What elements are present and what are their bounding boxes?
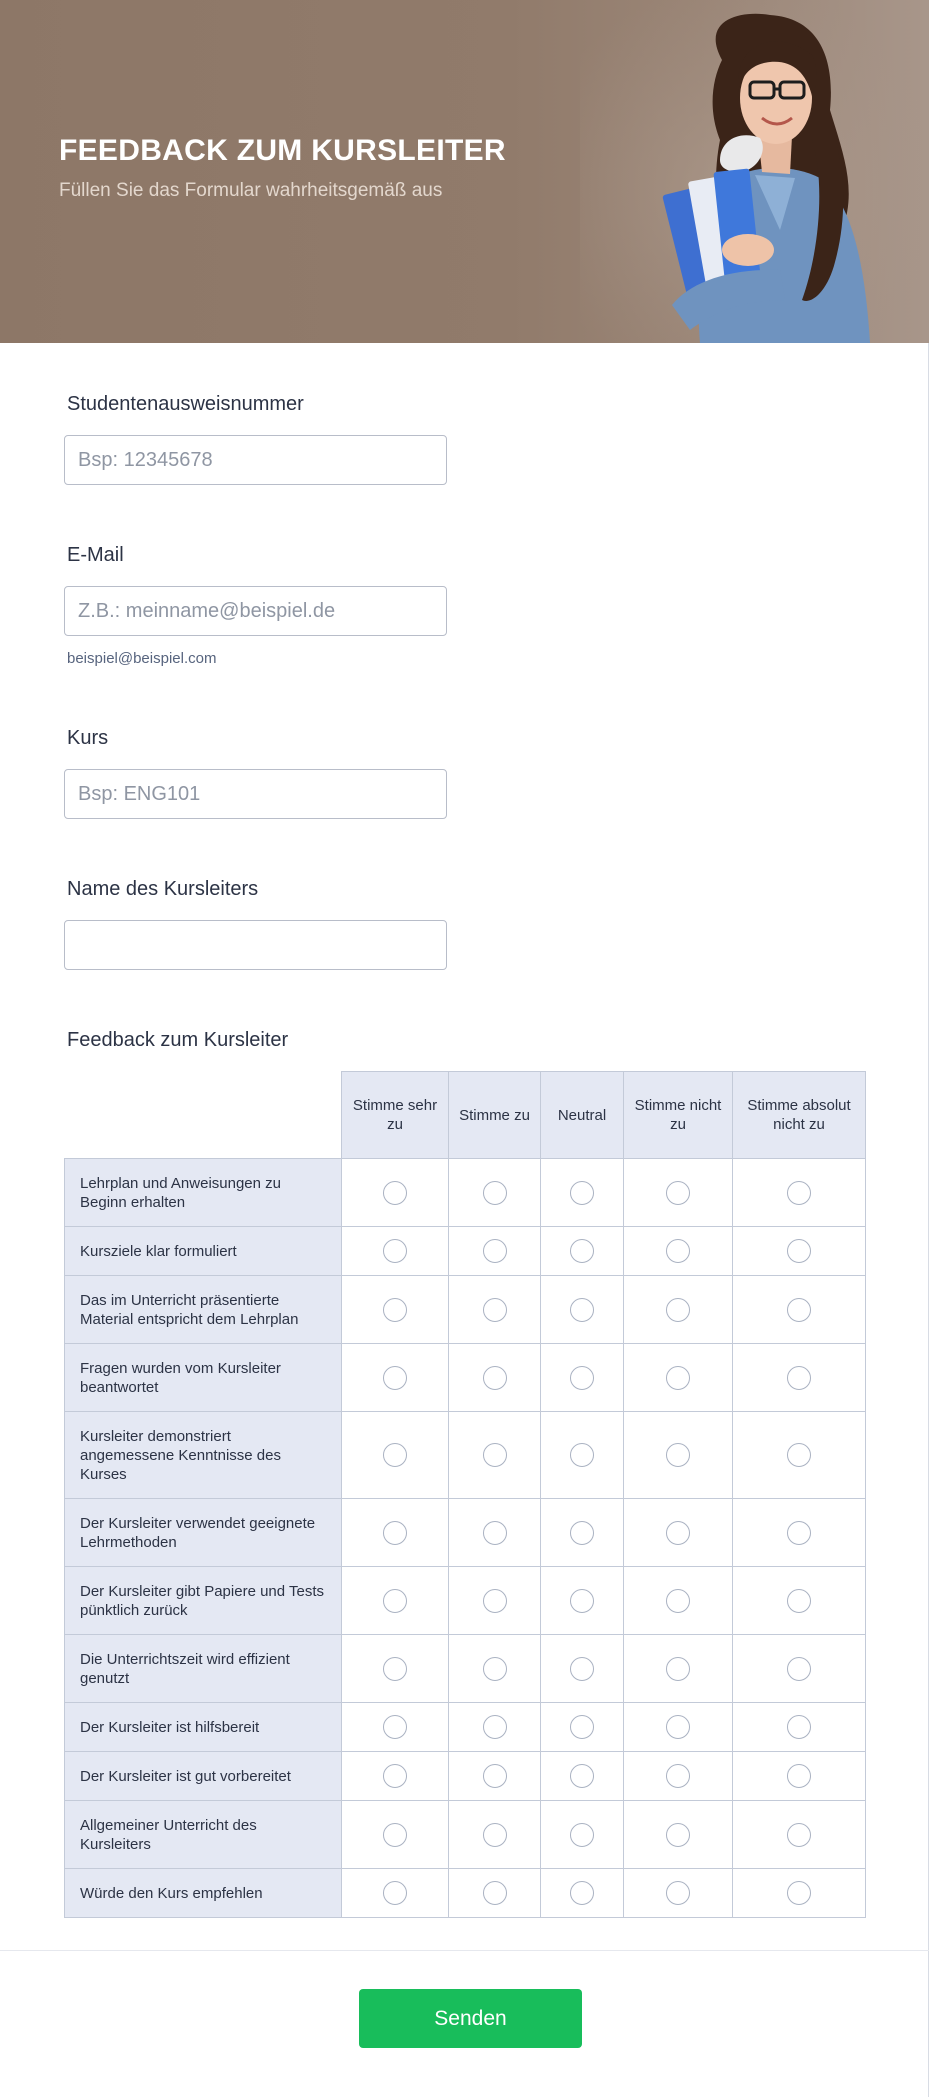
email-sublabel: beispiel@beispiel.com [67, 650, 217, 667]
matrix-cell [449, 1412, 541, 1499]
rating-radio[interactable] [383, 1443, 407, 1467]
rating-radio[interactable] [666, 1298, 690, 1322]
matrix-row-label: Kursziele klar formuliert [65, 1227, 342, 1276]
feedback-matrix [64, 1071, 866, 1918]
matrix-cell [733, 1276, 866, 1344]
matrix-cell [733, 1635, 866, 1703]
student-id-label: Studentenausweisnummer [67, 393, 304, 415]
rating-radio[interactable] [666, 1881, 690, 1905]
footer-divider [0, 1950, 929, 1951]
matrix-cell [342, 1276, 449, 1344]
rating-radio[interactable] [570, 1823, 594, 1847]
rating-radio[interactable] [483, 1715, 507, 1739]
rating-radio[interactable] [383, 1589, 407, 1613]
rating-radio[interactable] [570, 1239, 594, 1263]
rating-radio[interactable] [787, 1443, 811, 1467]
rating-radio[interactable] [383, 1823, 407, 1847]
email-input[interactable] [64, 586, 447, 636]
rating-radio[interactable] [483, 1298, 507, 1322]
matrix-cell [342, 1703, 449, 1752]
matrix-cell [624, 1869, 733, 1918]
matrix-cell [541, 1703, 624, 1752]
matrix-cell [624, 1635, 733, 1703]
rating-radio[interactable] [570, 1521, 594, 1545]
rating-radio[interactable] [570, 1443, 594, 1467]
rating-radio[interactable] [666, 1589, 690, 1613]
rating-radio[interactable] [570, 1181, 594, 1205]
matrix-column-header: Stimme sehr zu [342, 1072, 449, 1159]
matrix-cell [342, 1635, 449, 1703]
rating-radio[interactable] [383, 1181, 407, 1205]
rating-radio[interactable] [483, 1181, 507, 1205]
rating-radio[interactable] [787, 1657, 811, 1681]
matrix-cell [541, 1567, 624, 1635]
matrix-cell [733, 1159, 866, 1227]
matrix-cell [449, 1752, 541, 1801]
matrix-cell [624, 1412, 733, 1499]
matrix-header-row [65, 1072, 866, 1159]
rating-radio[interactable] [666, 1239, 690, 1263]
matrix-cell [733, 1752, 866, 1801]
rating-radio[interactable] [787, 1521, 811, 1545]
matrix-column-header: Stimme nicht zu [624, 1072, 733, 1159]
matrix-cell [541, 1412, 624, 1499]
matrix-cell [449, 1344, 541, 1412]
matrix-cell [449, 1801, 541, 1869]
matrix-cell [624, 1801, 733, 1869]
rating-radio[interactable] [483, 1239, 507, 1263]
matrix-cell [624, 1227, 733, 1276]
matrix-cell [342, 1227, 449, 1276]
rating-radio[interactable] [570, 1764, 594, 1788]
rating-radio[interactable] [383, 1366, 407, 1390]
rating-radio[interactable] [787, 1298, 811, 1322]
rating-radio[interactable] [787, 1366, 811, 1390]
matrix-row-label: Lehrplan und Anweisungen zu Beginn erhalten [65, 1159, 342, 1227]
rating-radio[interactable] [383, 1715, 407, 1739]
matrix-row-label: Allgemeiner Unterricht des Kursleiters [65, 1801, 342, 1869]
rating-radio[interactable] [570, 1589, 594, 1613]
matrix-column-header: Stimme zu [449, 1072, 541, 1159]
matrix-cell [733, 1567, 866, 1635]
matrix-row [65, 1801, 866, 1869]
matrix-column-header: Neutral [541, 1072, 624, 1159]
form-subtitle: Füllen Sie das Formular wahrheitsgemäß aus [59, 180, 443, 201]
matrix-row [65, 1499, 866, 1567]
matrix-row-label: Fragen wurden vom Kursleiter beantwortet [65, 1344, 342, 1412]
student-id-input[interactable] [64, 435, 447, 485]
rating-radio[interactable] [666, 1823, 690, 1847]
matrix-cell [541, 1227, 624, 1276]
matrix-row [65, 1344, 866, 1412]
matrix-cell [733, 1412, 866, 1499]
matrix-column-header: Stimme absolut nicht zu [733, 1072, 866, 1159]
matrix-row-label: Kursleiter demonstriert angemessene Kenntnisse des Kurses [65, 1412, 342, 1499]
course-label: Kurs [67, 727, 109, 749]
rating-radio[interactable] [570, 1298, 594, 1322]
matrix-cell [449, 1567, 541, 1635]
matrix-cell [541, 1499, 624, 1567]
rating-radio[interactable] [570, 1715, 594, 1739]
email-label: E-Mail [67, 544, 124, 566]
rating-radio[interactable] [787, 1881, 811, 1905]
instructor-name-label: Name des Kursleiters [67, 878, 259, 900]
matrix-cell [733, 1703, 866, 1752]
matrix-row-label: Der Kursleiter verwendet geeignete Lehrmethoden [65, 1499, 342, 1567]
rating-radio[interactable] [483, 1366, 507, 1390]
rating-radio[interactable] [483, 1589, 507, 1613]
matrix-cell [541, 1159, 624, 1227]
rating-radio[interactable] [383, 1764, 407, 1788]
matrix-cell [624, 1159, 733, 1227]
rating-radio[interactable] [570, 1657, 594, 1681]
instructor-name-input[interactable] [64, 920, 447, 970]
matrix-cell [541, 1869, 624, 1918]
form-header [0, 0, 929, 343]
rating-radio[interactable] [383, 1298, 407, 1322]
matrix-cell [541, 1752, 624, 1801]
matrix-cell [342, 1412, 449, 1499]
matrix-row [65, 1276, 866, 1344]
rating-radio[interactable] [483, 1443, 507, 1467]
matrix-row [65, 1159, 866, 1227]
matrix-cell [624, 1752, 733, 1801]
course-input[interactable] [64, 769, 447, 819]
rating-radio[interactable] [666, 1715, 690, 1739]
rating-radio[interactable] [787, 1715, 811, 1739]
rating-radio[interactable] [383, 1521, 407, 1545]
rating-radio[interactable] [787, 1239, 811, 1263]
matrix-row-label: Das im Unterricht präsentierte Material entspricht dem Lehrplan [65, 1276, 342, 1344]
rating-radio[interactable] [666, 1521, 690, 1545]
rating-radio[interactable] [666, 1181, 690, 1205]
matrix-cell [342, 1869, 449, 1918]
rating-radio[interactable] [483, 1657, 507, 1681]
matrix-label: Feedback zum Kursleiter [67, 1029, 289, 1051]
rating-radio[interactable] [483, 1823, 507, 1847]
matrix-cell [541, 1276, 624, 1344]
rating-radio[interactable] [787, 1823, 811, 1847]
matrix-cell [733, 1499, 866, 1567]
matrix-cell [733, 1227, 866, 1276]
matrix-cell [624, 1276, 733, 1344]
student-photo-image [580, 0, 929, 343]
matrix-cell [624, 1344, 733, 1412]
matrix-row [65, 1752, 866, 1801]
matrix-cell [449, 1227, 541, 1276]
matrix-cell [624, 1703, 733, 1752]
matrix-cell [342, 1344, 449, 1412]
matrix-row [65, 1869, 866, 1918]
rating-radio[interactable] [483, 1764, 507, 1788]
matrix-cell [449, 1499, 541, 1567]
matrix-cell [449, 1276, 541, 1344]
matrix-row [65, 1703, 866, 1752]
rating-radio[interactable] [570, 1881, 594, 1905]
rating-radio[interactable] [483, 1521, 507, 1545]
rating-radio[interactable] [570, 1366, 594, 1390]
matrix-cell [733, 1344, 866, 1412]
rating-radio[interactable] [787, 1181, 811, 1205]
matrix-cell [733, 1801, 866, 1869]
rating-radio[interactable] [787, 1764, 811, 1788]
matrix-cell [342, 1801, 449, 1869]
matrix-cell [541, 1635, 624, 1703]
matrix-cell [541, 1801, 624, 1869]
rating-radio[interactable] [666, 1764, 690, 1788]
matrix-cell [449, 1703, 541, 1752]
matrix-cell [733, 1869, 866, 1918]
matrix-cell [541, 1344, 624, 1412]
rating-radio[interactable] [666, 1366, 690, 1390]
matrix-row-label: Würde den Kurs empfehlen [65, 1869, 342, 1918]
matrix-row-label: Der Kursleiter ist gut vorbereitet [65, 1752, 342, 1801]
rating-radio[interactable] [483, 1881, 507, 1905]
matrix-cell [342, 1752, 449, 1801]
matrix-cell [624, 1499, 733, 1567]
rating-radio[interactable] [383, 1657, 407, 1681]
rating-radio[interactable] [383, 1239, 407, 1263]
matrix-cell [449, 1635, 541, 1703]
matrix-row-label: Der Kursleiter ist hilfsbereit [65, 1703, 342, 1752]
matrix-row-label: Der Kursleiter gibt Papiere und Tests pünktlich zurück [65, 1567, 342, 1635]
matrix-row-label: Die Unterrichtszeit wird effizient genutzt [65, 1635, 342, 1703]
rating-radio[interactable] [666, 1443, 690, 1467]
matrix-cell [449, 1869, 541, 1918]
rating-radio[interactable] [666, 1657, 690, 1681]
matrix-row [65, 1635, 866, 1703]
matrix-row [65, 1227, 866, 1276]
matrix-row [65, 1412, 866, 1499]
matrix-corner [65, 1072, 342, 1159]
rating-radio[interactable] [787, 1589, 811, 1613]
matrix-cell [624, 1567, 733, 1635]
matrix-cell [342, 1159, 449, 1227]
matrix-cell [342, 1567, 449, 1635]
matrix-row [65, 1567, 866, 1635]
submit-button[interactable]: Senden [359, 1989, 582, 2048]
matrix-cell [449, 1159, 541, 1227]
rating-radio[interactable] [383, 1881, 407, 1905]
form-title: FEEDBACK ZUM KURSLEITER [59, 134, 506, 167]
matrix-cell [342, 1499, 449, 1567]
